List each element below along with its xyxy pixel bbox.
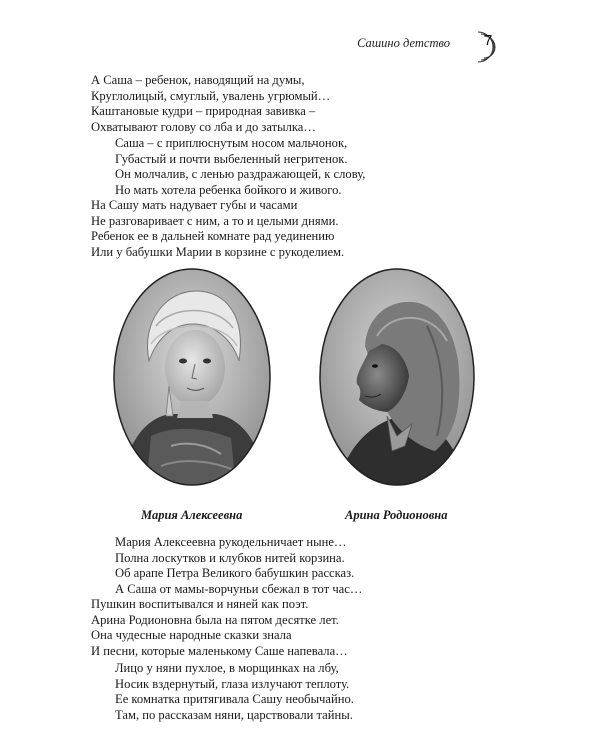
stanza-6 (115, 661, 354, 723)
stanza-5 (91, 597, 348, 659)
poem-line: Ребенок ее в дальней комнате рад уединению (91, 229, 335, 243)
poem-line: Арина Родионовна была на пятом десятке лет. (91, 612, 339, 627)
poem-line: Полна лоскутков и клубков нитей корзина. (115, 550, 345, 565)
poem-line: А Саша – ребенок, наводящий на думы, (91, 73, 305, 87)
poem-line: Охватывают голову со лба и до затылка… (91, 119, 316, 134)
poem-line: Там, по рассказам няни, царствовали тайны. (115, 707, 353, 722)
poem-line: Мария Алексеевна рукодельничает ныне… (115, 535, 347, 549)
poem-line: Круглолицый, смуглый, увалень угрюмый… (91, 88, 331, 103)
poem-line: Носик вздернутый, глаза излучают теплоту. (115, 676, 350, 691)
poem-line: Лицо у няни пухлое, в морщинках на лбу, (115, 661, 339, 675)
portrait-image (317, 266, 477, 488)
poem-line: Она чудесные народные сказки знала (91, 628, 292, 642)
portrait-arina-rodionovna (317, 266, 477, 493)
page-header (0, 30, 600, 60)
poem-line: Или у бабушки Марии в корзине с рукоделием. (91, 244, 345, 259)
poem-line: Каштановые кудри – природная завивка – (91, 104, 316, 118)
page-number: 7 (484, 32, 493, 49)
poem-line: Губастый и почти выбеленный негритенок. (115, 151, 348, 166)
portrait-caption-maria: Мария Алексеевна (141, 508, 243, 522)
poem-line: И песни, которые маленькому Саше напевала… (91, 643, 348, 658)
poem-line: На Сашу мать надувает губы и часами (91, 198, 298, 212)
portrait-maria-alekseevna (111, 266, 273, 493)
portrait-image (111, 266, 273, 488)
page-number-badge (468, 28, 518, 66)
poem-line: Об арапе Петра Великого бабушкин рассказ. (115, 566, 355, 580)
poem-line: Но мать хотела ребенка бойкого и живого. (115, 182, 342, 197)
poem-line: Пушкин воспитывался и няней как поэт. (91, 597, 309, 611)
page-number-swirl-icon (468, 28, 518, 66)
stanza-2 (115, 136, 365, 198)
poem-line: Ее комнатка притягивала Сашу необычайно. (115, 692, 354, 706)
running-title: Сашино детство (357, 36, 450, 50)
poem-line: Он молчалив, с ленью раздражающей, к слову, (115, 167, 366, 181)
stanza-1 (91, 73, 330, 135)
poem-line: Саша – с приплюснутым носом мальчонок, (115, 136, 348, 150)
poem-line: Не разговаривает с ним, а то и целыми днями. (91, 213, 339, 228)
stanza-4 (115, 535, 362, 597)
stanza-3 (91, 198, 344, 260)
poem-line: А Саша от мамы-ворчуньи сбежал в тот час… (115, 581, 363, 596)
portrait-caption-arina: Арина Родионовна (345, 508, 448, 522)
